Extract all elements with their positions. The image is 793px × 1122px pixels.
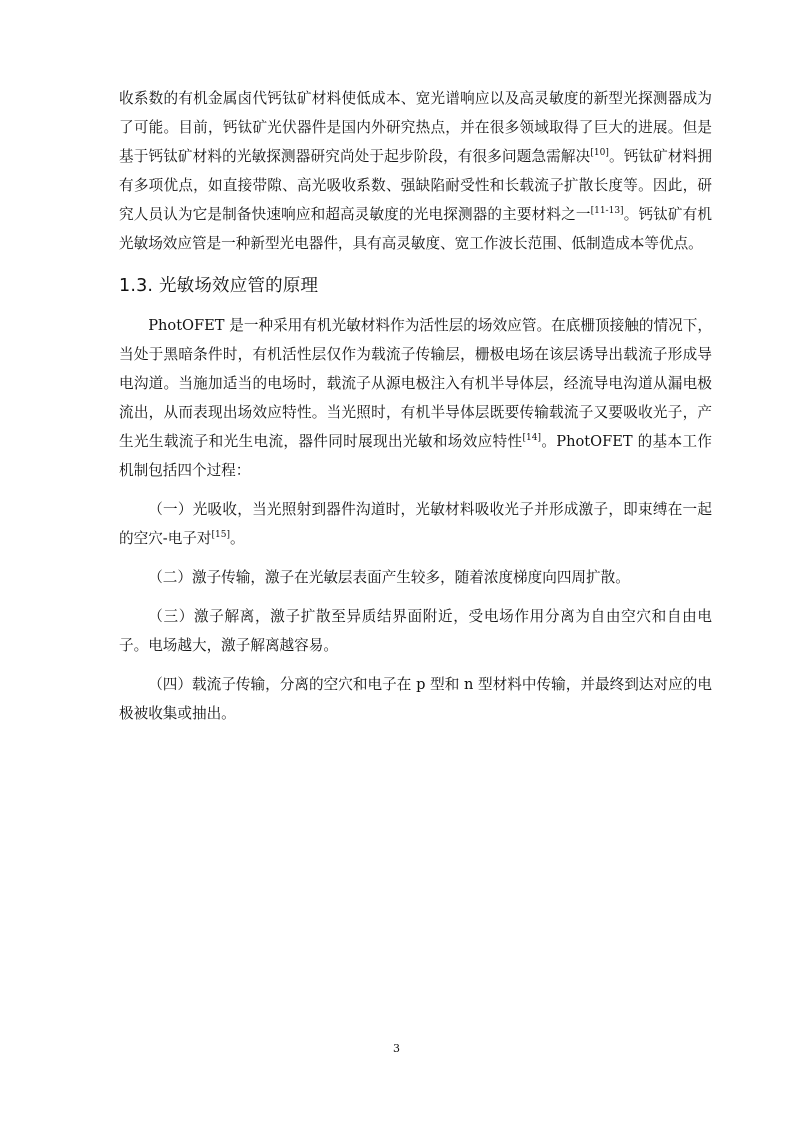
citation-11-13: [11-13]	[590, 206, 624, 217]
step-3-text: （三）激子解离，激子扩散至异质结界面附近，受电场作用分离为自由空穴和自由电子。电场越大，激子解离越容易。	[119, 608, 712, 654]
page-number: 3	[393, 1042, 400, 1055]
section-paragraph	[119, 311, 712, 485]
step-4-text: （四）载流子传输，分离的空穴和电子在 p 型和 n 型材料中传输，并最终到达对应的电极被收集或抽出。	[119, 676, 712, 722]
page-content	[119, 84, 712, 728]
section-heading: 1.3. 光敏场效应管的原理	[119, 276, 319, 296]
step-paragraph-2	[119, 563, 712, 592]
step-1-tail: 。	[229, 530, 245, 547]
intro-paragraph	[119, 84, 712, 258]
intro-text-2: 。钙钛矿材料拥有多项优点，如直接带隙、高光吸收系数、强缺陷耐受性和长载流子扩散长度等。因此，研究人员认为它是制备快速响应和超高灵敏度的光电探测器的主要材料之一	[119, 148, 712, 223]
citation-10: [10]	[590, 148, 609, 159]
intro-text-3: 。钙钛矿有机光敏场效应管是一种新型光电器件，具有高灵敏度、宽工作波长范围、低制造成本等优点。	[119, 206, 712, 252]
step-paragraph-3	[119, 602, 712, 660]
section-text-1: PhotOFET 是一种采用有机光敏材料作为活性层的场效应管。在底栅顶接触的情况下，当处于黑暗条件时，有机活性层仅作为载流子传输层，栅极电场在该层诱导出载流子形成导电沟道。当施加适当的电场时，载流子从源电极注入有机半导体层，经流导电沟道从漏电极流出，从而表现出场效应特性。当光照时，有机半导体层既要传输载流子又要吸收光子，产生光生载流子和光生电流，器件同时展现出光敏和场效应特性	[119, 317, 712, 450]
step-paragraph-1	[119, 495, 712, 553]
step-2-text: （二）激子传输，激子在光敏层表面产生较多，随着浓度梯度向四周扩散。	[148, 569, 630, 586]
step-paragraph-4	[119, 670, 712, 728]
citation-14: [14]	[522, 433, 541, 444]
section-text-2: 。PhotOFET 的基本工作机制包括四个过程：	[119, 433, 712, 479]
intro-text-1: 收系数的有机金属卤代钙钛矿材料使低成本、宽光谱响应以及高灵敏度的新型光探测器成为了可能。目前，钙钛矿光伏器件是国内外研究热点，并在很多领域取得了巨大的进展。但是基于钙钛矿材料的光敏探测器研究尚处于起步阶段，有很多问题急需解决	[119, 90, 712, 165]
citation-15: [15]	[211, 530, 230, 541]
step-1-text: （一）光吸收，当光照射到器件沟道时，光敏材料吸收光子并形成激子，即束缚在一起的空穴-电子对	[119, 501, 712, 547]
